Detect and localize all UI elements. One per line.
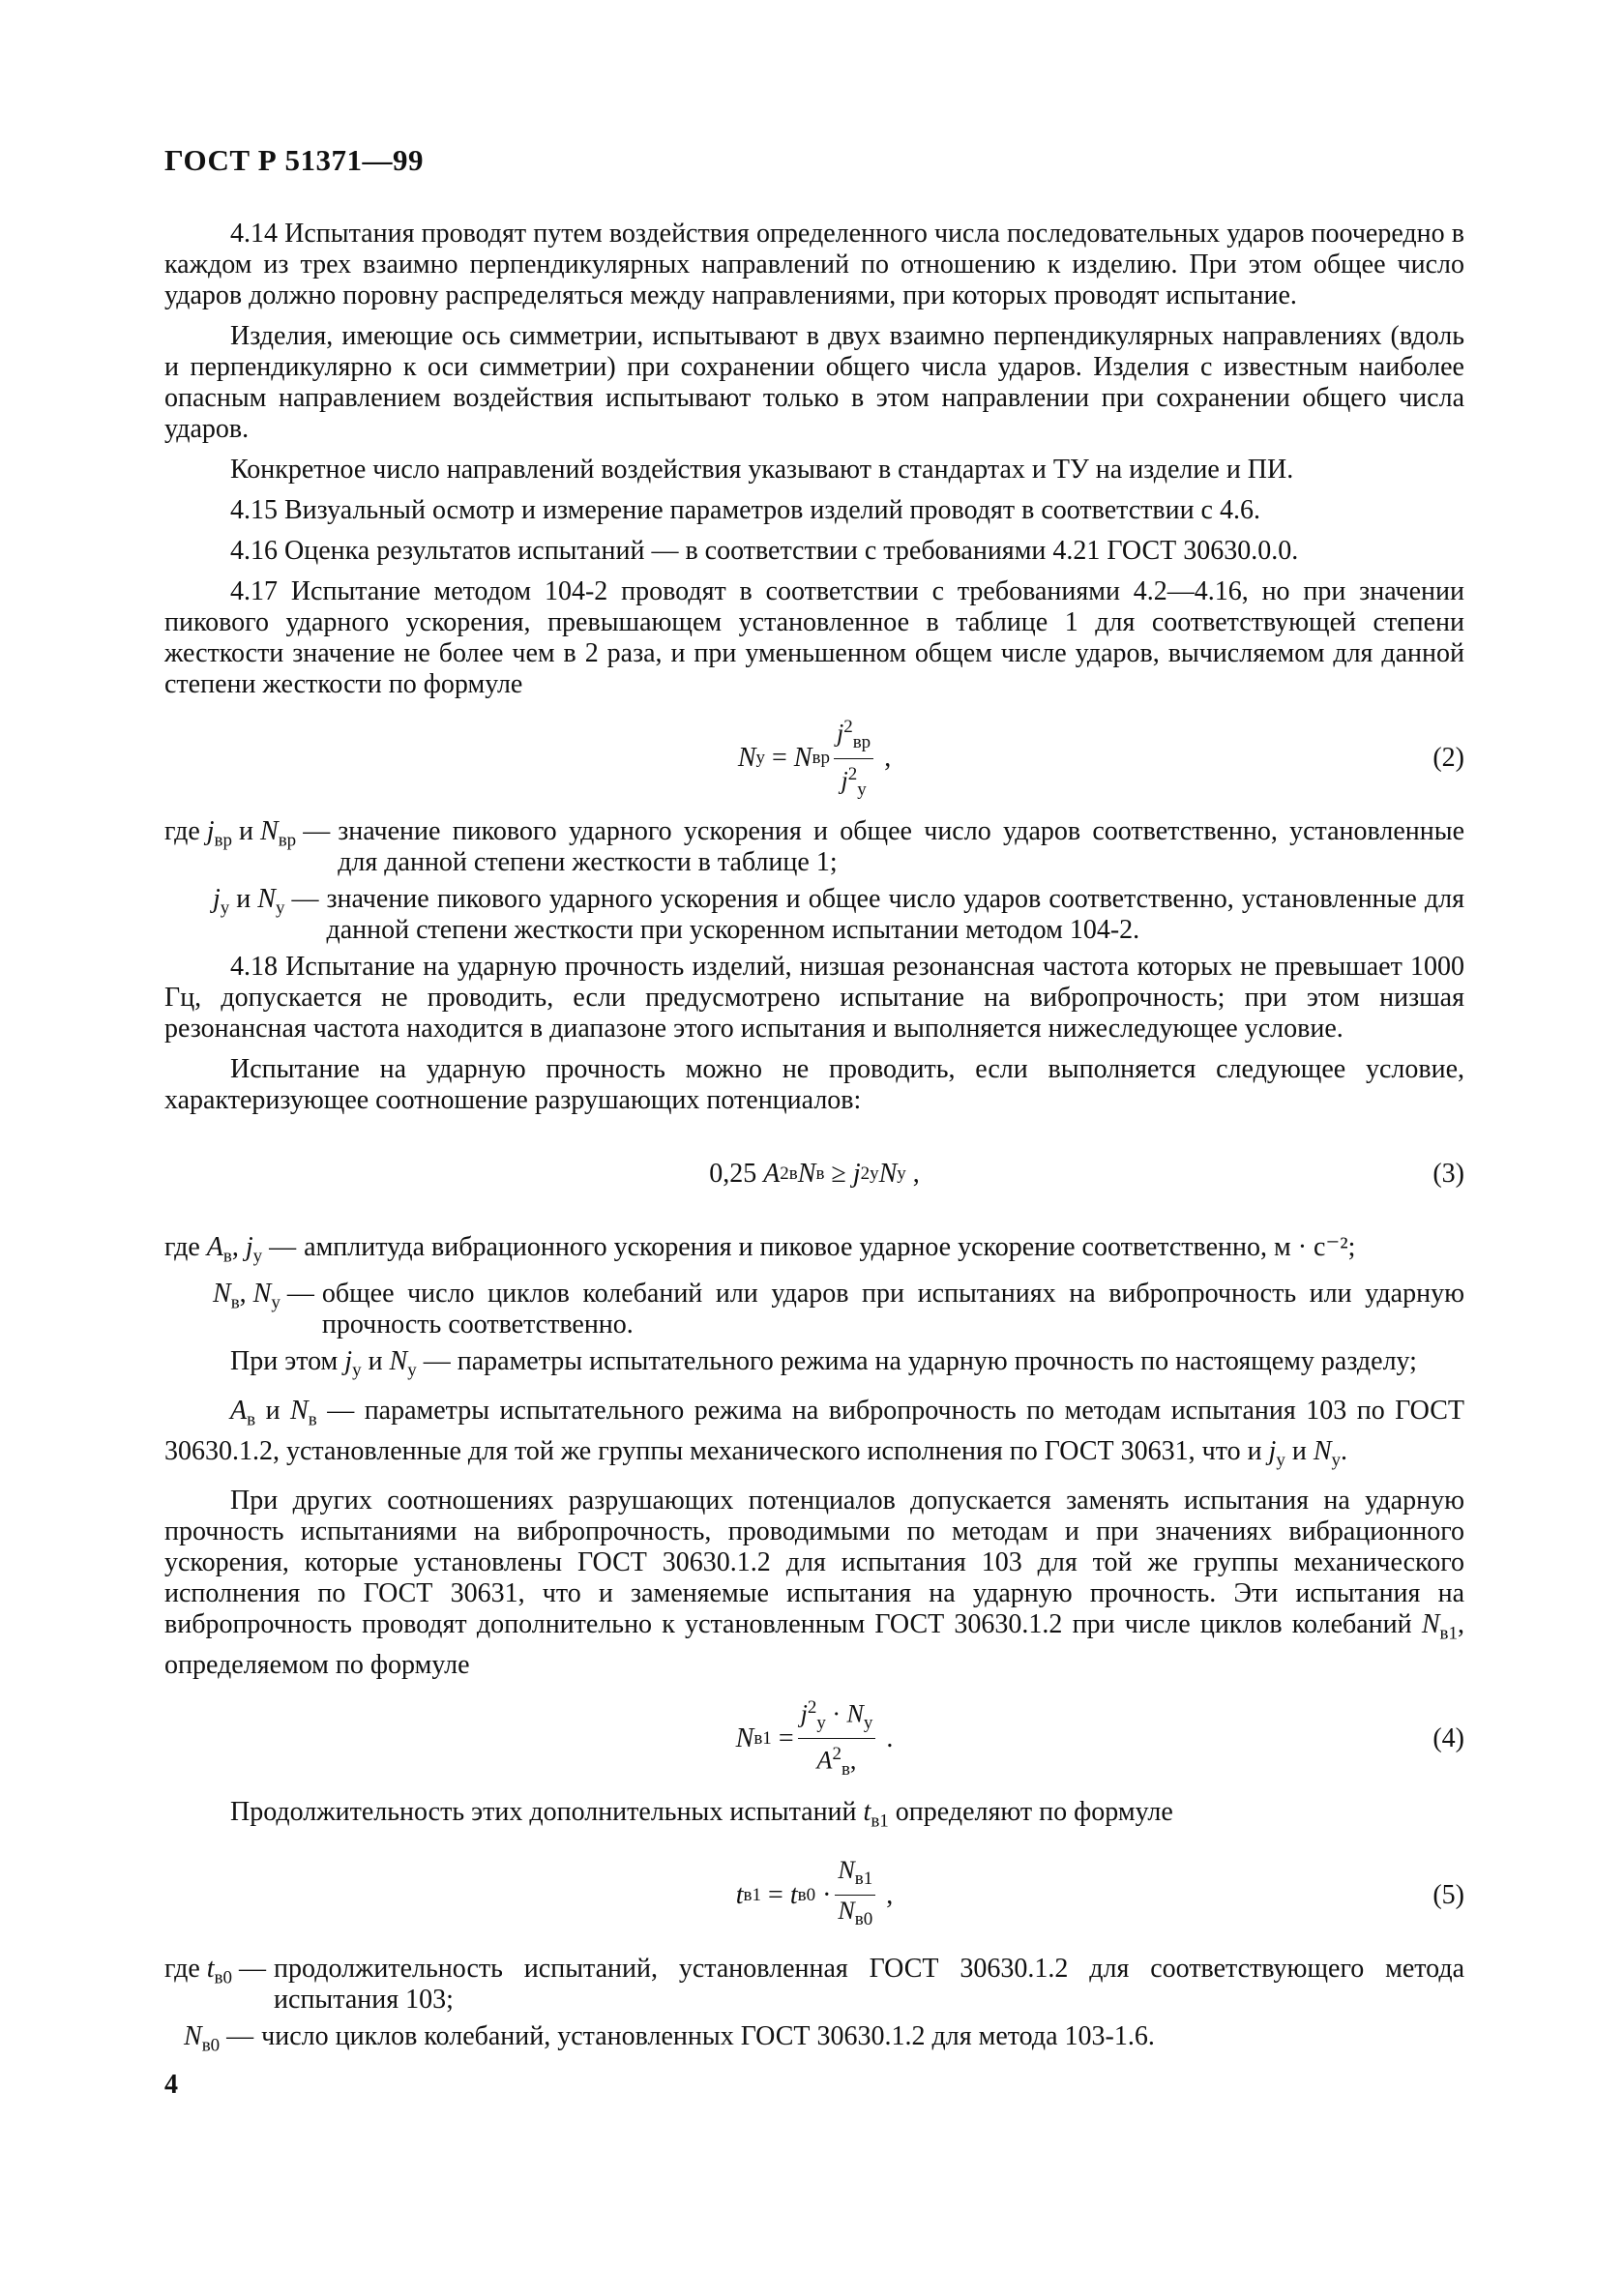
paragraph-4-17: 4.17 Испытание методом 104-2 проводят в соответствии с требованиями 4.2—4.16, но при значении пикового ударного ускорения, превышающем установленное в таблице 1 для соответствующей степени жесткости значение не более чем в 2 раза, и при уменьшенном общем числе ударов, вычисляемом для данной степени жесткости по формуле: [164, 576, 1464, 699]
definition-text: число циклов колебаний, установленных ГОСТ 30630.1.2 для метода 103-1.6.: [261, 2020, 1155, 2051]
definition-text: значение пикового ударного ускорения и общее число ударов соответственно, установленные для данной степени жесткости при ускоренном испытании методом 104-2.: [326, 884, 1464, 945]
paragraph-params-vibration: $A_в$ и $N_в$ — параметры испытательного режима на вибропрочность по методам испытания 103 по ГОСТ 30630.1.2, установленные для той же группы механического исполнения по ГОСТ 30631, что и $j_у$ и $N_у$.: [164, 1396, 1465, 1471]
definition-term: где $A_в$, $j_у$ —: [164, 1232, 297, 1267]
formula-3: [164, 1130, 1464, 1219]
formula-2: [164, 714, 1464, 803]
definition-text: продолжительность испытаний, установленная ГОСТ 30630.1.2 для соответствующего метода испытания 103;: [274, 1953, 1464, 2015]
paragraph-4-15: 4.15 Визуальный осмотр и измерение параметров изделий проводят в соответствии с 4.6.: [230, 495, 1260, 525]
definition-j-vr: [164, 816, 1464, 878]
page-number: 4: [164, 2070, 178, 2100]
paragraph-4-14: 4.14 Испытания проводят путем воздействия определенного числа последовательных ударов поочередно в каждом из трех взаимно перпендикулярных направлений по отношению к изделию. При этом общее число ударов должно поровну распределяться между направлениями, при которых проводят испытание.: [164, 219, 1464, 310]
paragraph-4-18: 4.18 Испытание на ударную прочность изделий, низшая резонансная частота которых не превышает 1000 Гц, допускается не проводить, если предусмотрено испытание на вибропрочность; при этом низшая резонансная частота находится в диапазоне этого испытания и выполняется нижеследующее условие.: [164, 952, 1464, 1044]
paragraph-symmetry: Изделия, имеющие ось симметрии, испытывают в двух взаимно перпендикулярных направлениях (вдоль и перпендикулярно к оси симметрии) при сохранении общего числа ударов. Изделия с известным наиболее опасным направлением воздействия испытывают только в этом направлении при сохранении общего числа ударов.: [164, 321, 1464, 444]
definition-j-y: [164, 884, 1464, 946]
formula-3-expression: 0,25 A 2 в N в ≥ j 2 у N у ,: [709, 1159, 920, 1189]
definition-term: где $t_{в0}$ —: [164, 1953, 267, 1988]
paragraph-directions: Конкретное число направлений воздействия указывают в стандартах и ТУ на изделие и ПИ.: [230, 455, 1294, 485]
formula-4: [164, 1694, 1464, 1783]
paragraph-duration: Продолжительность этих дополнительных испытаний $t_{в1}$ определяют по формуле: [230, 1796, 1173, 1832]
formula-5-number: (5): [1432, 1879, 1464, 1910]
paragraph-4-16: 4.16 Оценка результатов испытаний — в соответствии с требованиями 4.21 ГОСТ 30630.0.0.: [230, 536, 1299, 566]
definition-text: общее число циклов колебаний или ударов при испытаниях на вибропрочность или ударную прочность соответственно.: [321, 1278, 1464, 1339]
formula-4-expression: N в1 = $\frac{j^2_у \cdot N_у}{A^2_в,}$ .: [736, 1693, 894, 1785]
definition-n-v0: [164, 2021, 1464, 2062]
formula-2-expression: N у = N вр $\frac{j^2_{вр}}{j^2_у}$ ,: [738, 713, 891, 805]
definition-text: амплитуда вибрационного ускорения и пиковое ударное ускорение соответственно, м · с⁻²;: [304, 1232, 1356, 1262]
definition-term: где $j_{вр}$ и $N_{вр}$ —: [164, 816, 331, 851]
definition-term: $N_{в0}$ —: [184, 2020, 254, 2056]
formula-4-number: (4): [1432, 1722, 1464, 1753]
definition-n-v: [164, 1279, 1464, 1340]
paragraph-replacement: При других соотношениях разрушающих потенциалов допускается заменять испытания на ударную прочность испытаниями на вибропрочность, проводимыми по методам и при значениях вибрационного ускорения, которые установлены ГОСТ 30630.1.2 для испытания 103 для той же группы механического исполнения по ГОСТ 30631, что и заменяемые испытания на ударную прочность. Эти испытания на вибропрочность проводят дополнительно к установленным ГОСТ 30630.1.2 при числе циклов колебаний $N_{в1}$, определяемом по формуле: [164, 1486, 1465, 1680]
paragraph-condition: Испытание на ударную прочность можно не проводить, если выполняется следующее условие, характеризующее соотношение разрушающих потенциалов:: [164, 1054, 1464, 1115]
definition-a-v: [164, 1232, 1464, 1273]
paragraph-params-shock: При этом $j_у$ и $N_у$ — параметры испытательного режима на ударную прочность по настоящему разделу;: [230, 1345, 1417, 1381]
definition-text: значение пикового ударного ускорения и общее число ударов соответственно, установленные для данной степени жесткости в таблице 1;: [338, 816, 1464, 877]
document-body: [164, 219, 1464, 2067]
definition-term: $j_у$ и $N_у$ —: [213, 884, 319, 919]
document-header: ГОСТ Р 51371—99: [164, 143, 424, 177]
definition-term: $N_в$, $N_у$ —: [213, 1278, 314, 1313]
formula-2-number: (2): [1432, 743, 1464, 773]
formula-5: [164, 1851, 1464, 1940]
definition-t-v0: [164, 1954, 1464, 2016]
formula-5-expression: t в1 = t в0 · $\frac{N_{в1}}{N_{в0}}$ ,: [735, 1855, 894, 1930]
formula-3-number: (3): [1432, 1159, 1464, 1189]
